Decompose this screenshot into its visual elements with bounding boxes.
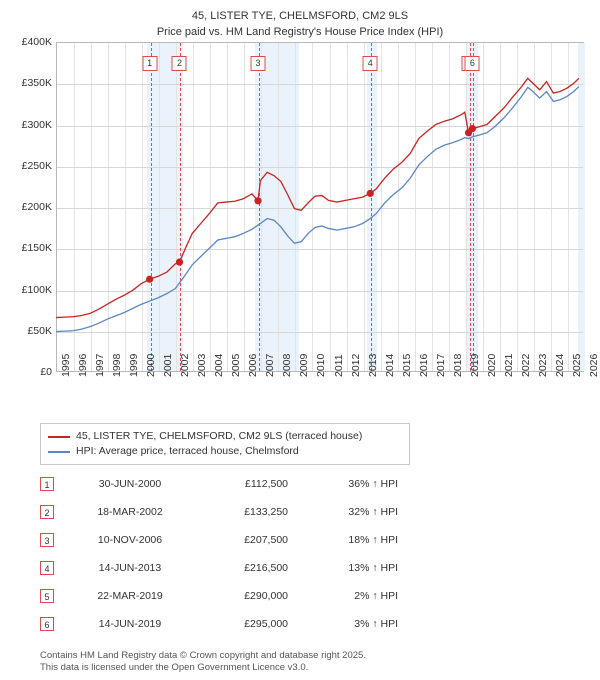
- table-cell-date: 14-JUN-2019: [98, 618, 162, 630]
- x-axis-tick-label: 2018: [451, 353, 464, 377]
- table-row[interactable]: [40, 554, 460, 582]
- x-axis-tick-label: 2009: [298, 353, 311, 377]
- x-axis-tick-label: 1997: [94, 353, 107, 377]
- x-axis-tick-label: 2015: [400, 353, 413, 377]
- x-axis-tick-label: 2021: [502, 353, 515, 377]
- legend-item-price-paid: [48, 429, 402, 444]
- x-axis-tick-label: 2013: [366, 353, 379, 377]
- sale-marker-badge[interactable]: 4: [363, 56, 378, 71]
- table-cell-date: 10-NOV-2006: [97, 534, 163, 546]
- table-cell-price: £112,500: [244, 478, 288, 490]
- table-cell-price: £290,000: [244, 590, 288, 602]
- x-axis-tick-label: 1996: [77, 353, 90, 377]
- x-axis-tick-label: 2003: [196, 353, 209, 377]
- title-line-2: Price paid vs. HM Land Registry's House Price Index (HPI): [156, 26, 444, 38]
- x-axis-tick-label: 1998: [111, 353, 124, 377]
- x-axis-tick-label: 2014: [383, 353, 396, 377]
- x-axis-tick-label: 2026: [588, 353, 600, 377]
- x-axis-tick-label: 2019: [468, 353, 481, 377]
- legend-label-price-paid: 45, LISTER TYE, CHELMSFORD, CM2 9LS (terraced house): [76, 430, 363, 442]
- x-axis-tick-label: 2012: [349, 353, 362, 377]
- x-axis-tick-label: 2010: [315, 353, 328, 377]
- table-row-badge: 6: [40, 617, 54, 631]
- chart-plot-area: [56, 42, 584, 372]
- x-axis-tick-label: 1999: [128, 353, 141, 377]
- y-axis-tick-label: £0: [40, 366, 52, 378]
- y-axis-tick-label: £400K: [21, 36, 52, 48]
- sale-marker-badge[interactable]: 2: [172, 56, 187, 71]
- title-line-1: 45, LISTER TYE, CHELMSFORD, CM2 9LS: [191, 10, 409, 22]
- series-line: [56, 87, 579, 332]
- table-cell-hpi-delta: 3% ↑ HPI: [354, 618, 398, 630]
- x-axis-tick-label: 2016: [417, 353, 430, 377]
- sale-marker-badge[interactable]: 1: [142, 56, 157, 71]
- x-axis-tick-label: 2001: [162, 353, 175, 377]
- table-row[interactable]: [40, 526, 460, 554]
- x-axis-tick-label: 2011: [332, 354, 345, 377]
- sale-point-marker[interactable]: [146, 276, 153, 283]
- table-cell-date: 18-MAR-2002: [97, 506, 163, 518]
- table-row[interactable]: [40, 610, 460, 638]
- legend-item-hpi: [48, 444, 402, 459]
- table-row-badge: 4: [40, 561, 54, 575]
- y-axis-tick-label: £50K: [27, 324, 52, 337]
- table-row-badge: 3: [40, 533, 54, 547]
- sale-point-marker[interactable]: [367, 190, 374, 197]
- table-cell-date: 22-MAR-2019: [97, 590, 163, 602]
- footer-line-1: Contains HM Land Registry data © Crown copyright and database right 2025.: [40, 650, 366, 661]
- y-axis-tick-label: £300K: [21, 118, 52, 131]
- footer-attribution: [40, 650, 570, 674]
- sale-point-marker[interactable]: [176, 258, 183, 265]
- y-axis-tick-label: £150K: [21, 242, 52, 255]
- x-axis-tick-label: 2023: [536, 353, 549, 377]
- y-axis-tick-label: £250K: [21, 159, 52, 172]
- sales-table: [40, 470, 460, 638]
- legend-label-hpi: HPI: Average price, terraced house, Chelmsford: [76, 445, 299, 457]
- table-row-badge: 2: [40, 505, 54, 519]
- table-row[interactable]: [40, 498, 460, 526]
- x-axis-tick-label: 2005: [230, 353, 243, 377]
- x-axis-tick-label: 2002: [179, 353, 192, 377]
- table-cell-date: 14-JUN-2013: [98, 562, 162, 574]
- x-axis-tick-label: 2007: [264, 353, 277, 377]
- x-axis-tick-label: 2024: [553, 353, 566, 377]
- x-axis-tick-label: 1995: [60, 353, 72, 377]
- sale-point-marker[interactable]: [254, 197, 261, 204]
- table-row[interactable]: [40, 582, 460, 610]
- x-axis-tick-label: 2025: [570, 353, 583, 377]
- table-cell-price: £133,250: [244, 506, 288, 518]
- x-axis-tick-label: 2000: [145, 353, 158, 377]
- x-axis-tick-label: 2004: [213, 353, 226, 377]
- x-axis-tick-label: 2020: [485, 353, 498, 377]
- table-cell-price: £216,500: [244, 562, 288, 574]
- y-axis-tick-label: £350K: [21, 77, 52, 90]
- table-cell-price: £207,500: [244, 534, 288, 546]
- page-title: [0, 8, 600, 40]
- y-axis-tick-label: £200K: [21, 201, 52, 213]
- sale-marker-badge[interactable]: 6: [465, 56, 480, 71]
- sale-point-marker[interactable]: [469, 125, 476, 132]
- table-cell-date: 30-JUN-2000: [98, 478, 162, 490]
- sale-marker-badge[interactable]: 3: [251, 56, 266, 71]
- legend-swatch-price-paid: [48, 436, 70, 438]
- table-row-badge: 5: [40, 589, 54, 603]
- table-cell-hpi-delta: 13% ↑ HPI: [348, 562, 398, 574]
- footer-line-2: This data is licensed under the Open Government Licence v3.0.: [40, 662, 309, 673]
- x-axis-tick-label: 2006: [247, 353, 260, 377]
- x-axis-tick-label: 2017: [434, 353, 447, 377]
- series-line: [56, 78, 579, 317]
- table-cell-hpi-delta: 32% ↑ HPI: [348, 506, 398, 518]
- chart-legend: [40, 423, 410, 465]
- table-row[interactable]: [40, 470, 460, 498]
- table-row-badge: 1: [40, 477, 54, 491]
- table-cell-hpi-delta: 18% ↑ HPI: [348, 534, 398, 546]
- table-cell-hpi-delta: 2% ↑ HPI: [354, 590, 398, 602]
- y-axis-tick-label: £100K: [21, 283, 52, 296]
- table-cell-price: £295,000: [244, 618, 288, 630]
- table-cell-hpi-delta: 36% ↑ HPI: [348, 478, 398, 490]
- x-axis-tick-label: 2008: [281, 353, 294, 377]
- legend-swatch-hpi: [48, 451, 70, 453]
- series-lines: [56, 42, 584, 372]
- x-axis-tick-label: 2022: [519, 353, 532, 377]
